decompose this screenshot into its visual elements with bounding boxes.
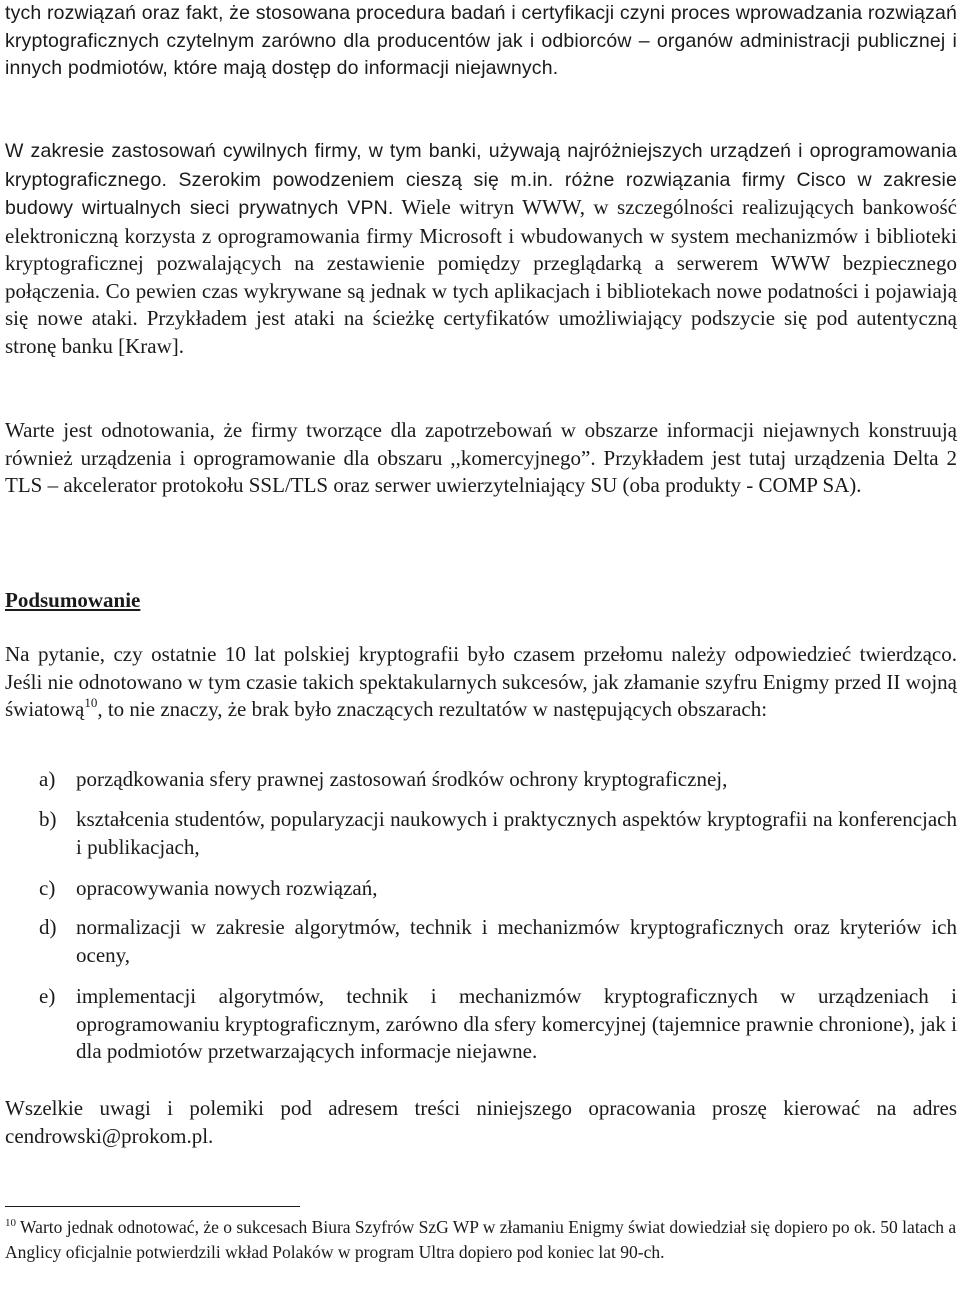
list-item (39, 914, 957, 969)
list-item-marker: b) (39, 807, 57, 831)
list-item (39, 983, 957, 1066)
list-item-text: implementacji algorytmów, technik i mechanizmów kryptograficznych w urządzeniach i oprogramowaniu kryptograficznym, zarówno dla sfery komercyjnej (tajemnice prawnie chronione), jak i dla podmiotów przetwarzających informacje niejawne. (76, 984, 957, 1063)
paragraph-summary-part-1: Na pytanie, czy ostatnie 10 lat polskiej kryptografii było czasem przełomu należy odpowiedzieć twierdząco. Jeśli nie odnotowano w tym czasie takich spektakularnych sukcesów, jak złamanie szyfru Enigmy przed II wojną światową (5, 642, 957, 721)
list-item (39, 875, 957, 903)
list-item-text: normalizacji w zakresie algorytmów, technik i mechanizmów kryptograficznych oraz kryteriów ich oceny, (76, 915, 957, 967)
paragraph-commercial: Warte jest odnotowania, że firmy tworzące dla zapotrzebowań w obszarze informacji niejawnych konstruują również urządzenia i oprogramowanie dla obszaru ,,komercyjnego”. Przykładem jest tutaj urządzenia Delta 2 TLS – akcelerator protokołu SSL/TLS oraz serwer uwierzytelniający SU (oba produkty - COMP SA). (5, 418, 957, 497)
paragraph-summary (5, 641, 957, 724)
list-item-text: porządkowania sfery prawnej zastosowań środków ochrony kryptograficznej, (76, 767, 728, 791)
list-item (39, 806, 957, 861)
paragraph-civil-applications-serif: Wiele witryn WWW, w szczególności realizujących bankowość elektroniczną korzysta z oprogramowania firmy Microsoft i wbudowanych w system mechanizmów i biblioteki kryptograficznej pozwalających na zestawienie pomiędzy przeglądarką a serwerem WWW bezpiecznego połączenia. Co pewien czas wykrywane są jednak w tych aplikacjach i bibliotekach nowe podatności i pojawiają się nowe ataki. Przykładem jest ataki na ścieżkę certyfikatów umożliwiający podszycie się pod autentyczną stronę banku [Kraw]. (5, 195, 957, 358)
footnote (5, 1215, 957, 1264)
list-item (39, 766, 957, 794)
list-item-marker: a) (39, 767, 56, 791)
paragraph-civil-applications (5, 137, 957, 360)
footnote-separator (5, 1206, 300, 1207)
paragraph-contact: Wszelkie uwagi i polemiki pod adresem treści niniejszego opracowania proszę kierować na adres cendrowski@prokom.pl. (5, 1096, 957, 1148)
list-item-marker: d) (39, 915, 57, 939)
footnote-text: Warto jednak odnotować, że o sukcesach Biura Szyfrów SzG WP w złamaniu Enigmy świat dowiedział się dopiero po ok. 50 latach a Anglicy oficjalnie potwierdzili wkład Polaków w program Ultra dopiero pod koniec lat 90-ch. (5, 1217, 957, 1262)
list-item-text: opracowywania nowych rozwiązań, (76, 876, 378, 900)
footnote-reference: 10 (84, 695, 98, 710)
footnote-marker: 10 (5, 1217, 16, 1229)
section-heading: Podsumowanie (5, 588, 141, 612)
list-item-marker: e) (39, 984, 56, 1008)
list-item-marker: c) (39, 876, 56, 900)
list-item-text: kształcenia studentów, popularyzacji naukowych i praktycznych aspektów kryptografii na konferencjach i publikacjach, (76, 807, 957, 859)
paragraph-civil-applications-sans: W zakresie zastosowań cywilnych firmy, w tym banki, używają najróżniejszych urządzeń i oprogramowania kryptograficznego. Szerokim powodzeniem cieszą się m.in. różne rozwiązania firmy Cisco w zakresie budowy wirtualnych sieci prywatnych VPN. (5, 140, 957, 219)
paragraph-intro: tych rozwiązań oraz fakt, że stosowana procedura badań i certyfikacji czyni proces wprowadzania rozwiązań kryptograficznych czytelnym zarówno dla producentów jak i odbiorców – organów administracji publicznej i innych podmiotów, które mają dostęp do informacji niejawnych. (5, 2, 957, 79)
paragraph-summary-part-2: , to nie znaczy, że brak było znaczących rezultatów w następujących obszarach: (97, 697, 768, 721)
